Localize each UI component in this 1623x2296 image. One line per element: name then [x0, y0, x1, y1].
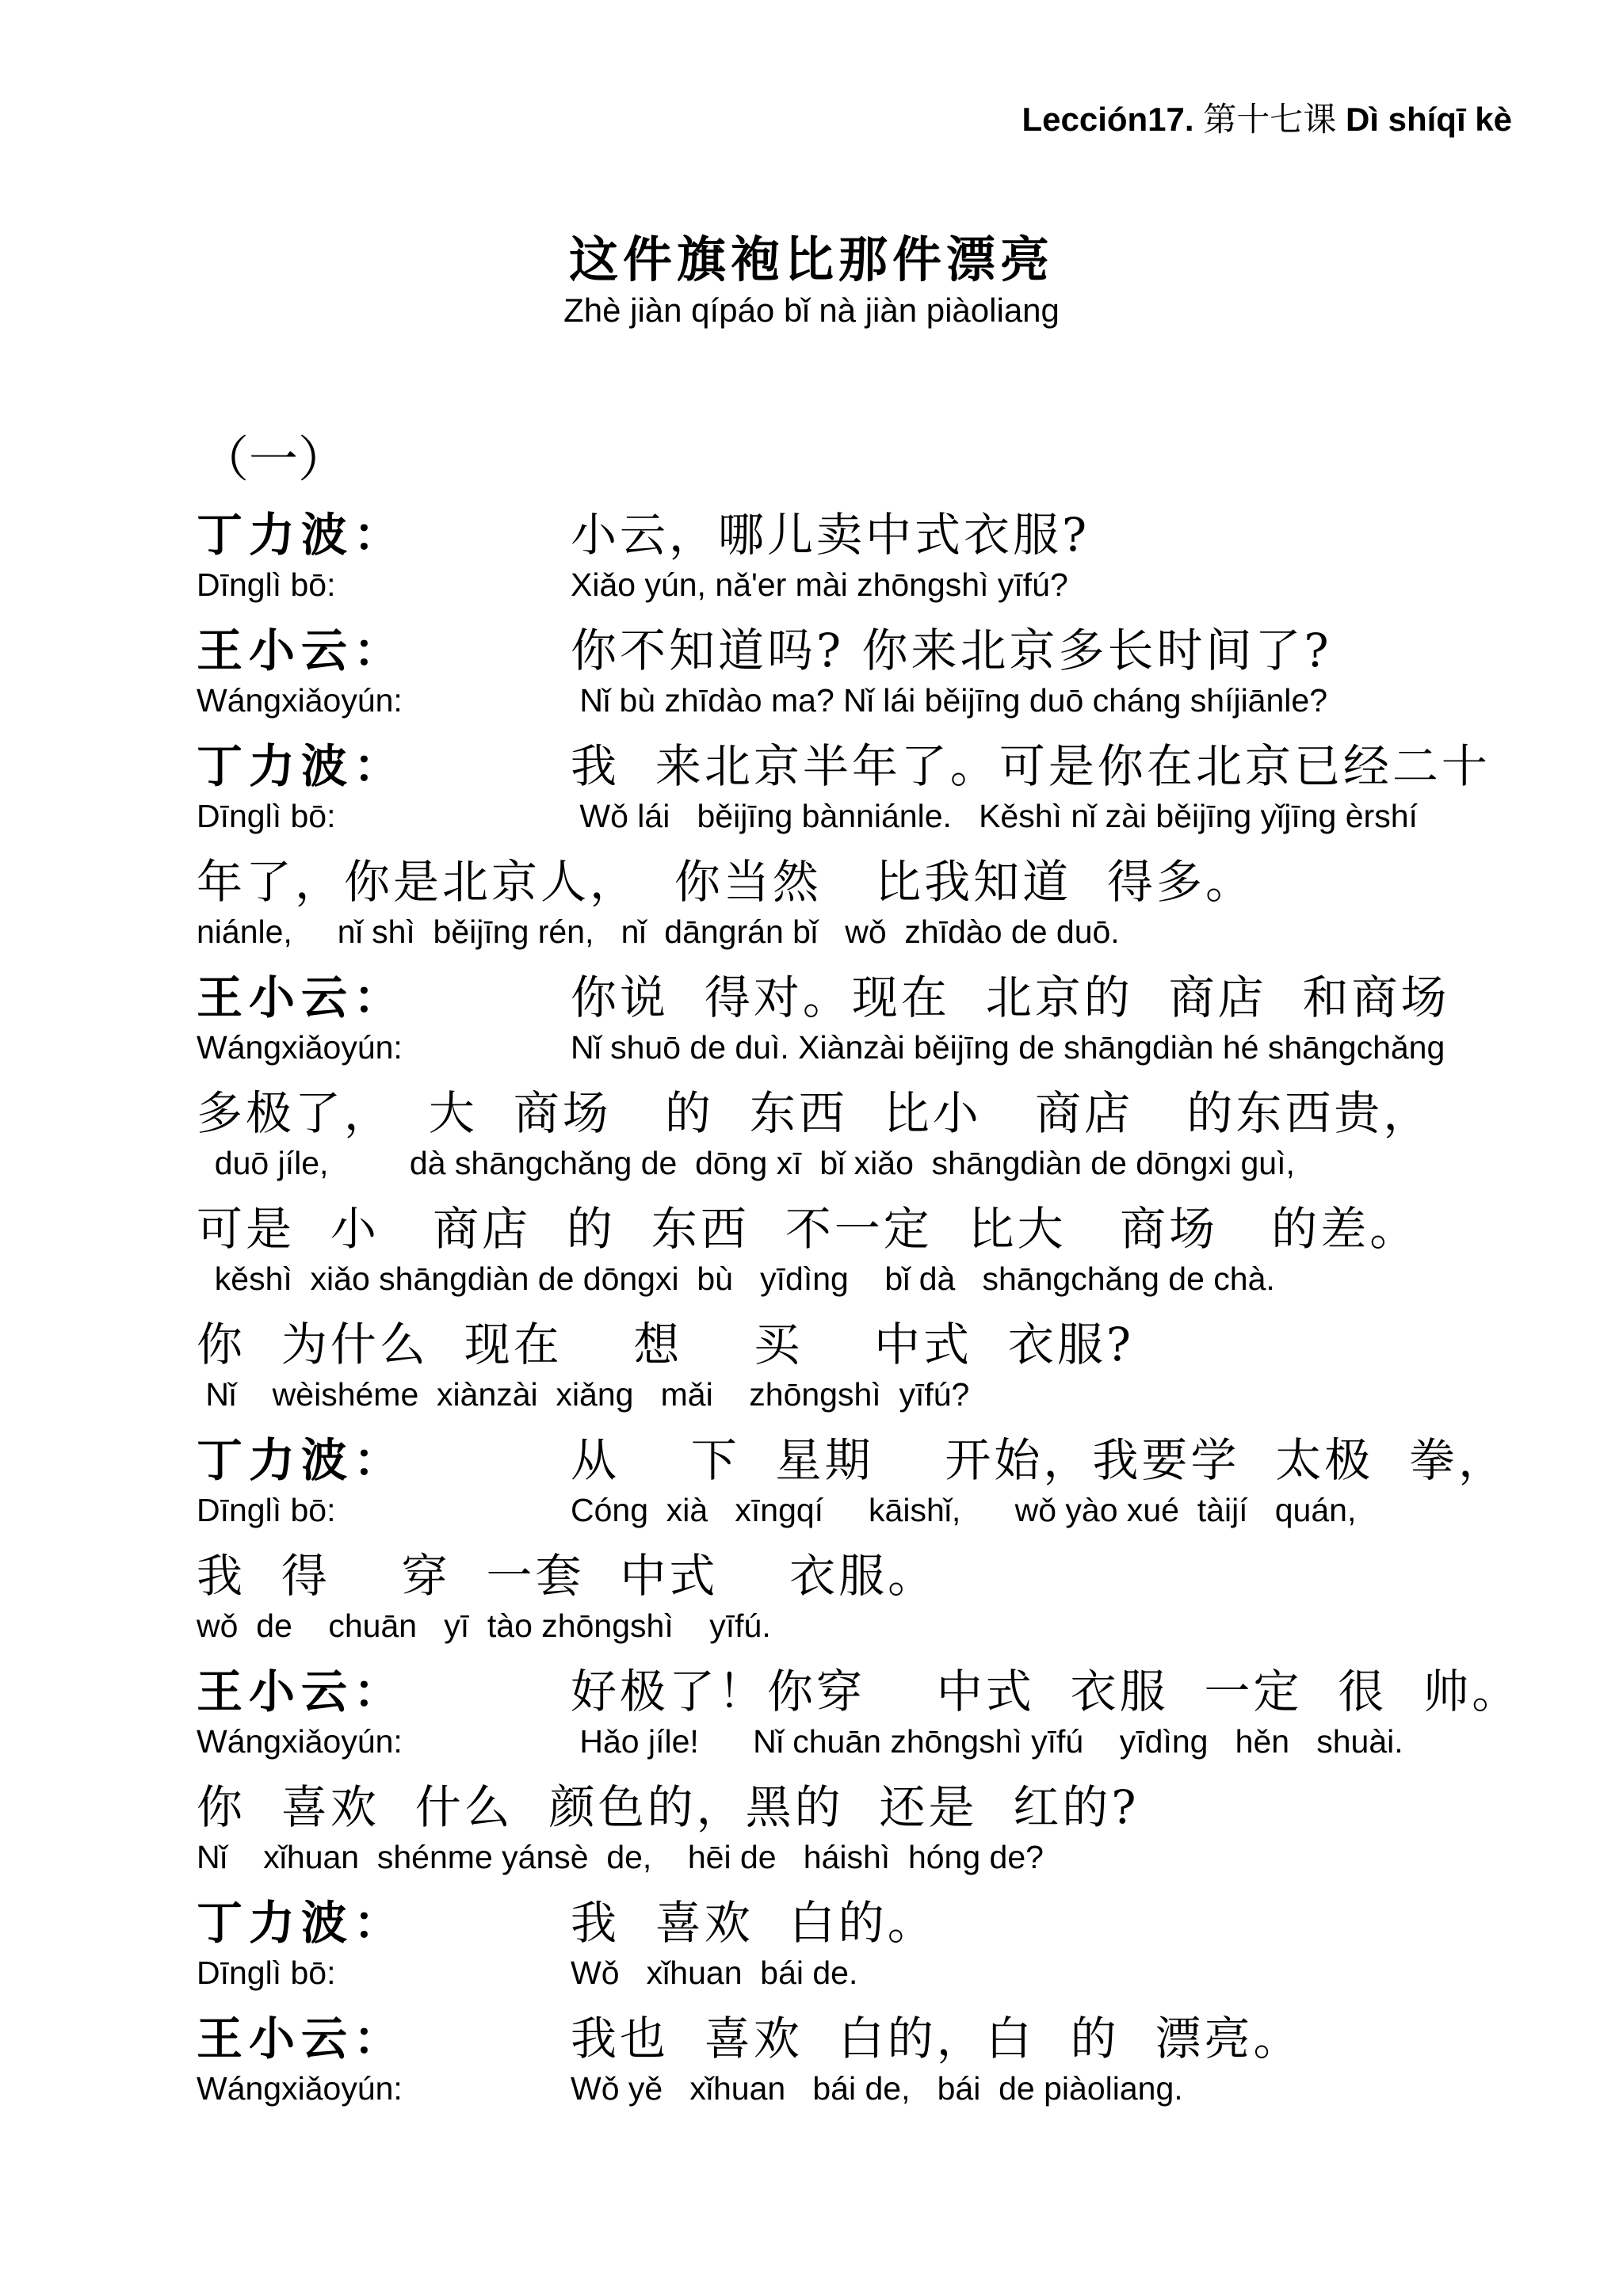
lesson-number-pinyin: Dì shíqī kè	[1345, 101, 1512, 138]
dialogue-text-pinyin: duō jíle, dà shāngchǎng de dōng xī bǐ xiǎo shāngdiàn de dōngxi guì,	[197, 1145, 1295, 1181]
dialogue-text: 我 得 穿 一套 中式 衣服。	[197, 1549, 938, 1603]
lesson-header	[1022, 93, 1512, 141]
dialogue-text-pinyin: Cóng xià xīngqí kāishǐ, wǒ yào xué tàijí quán,	[571, 1492, 1357, 1528]
dialogue-text-pinyin: Hǎo jíle! Nǐ chuān zhōngshì yīfú yīdìng hěn shuài.	[571, 1723, 1403, 1760]
dialogue-text: 你说 得对。现在 北京的 商店 和商场	[571, 971, 1450, 1024]
speaker-name-pinyin: Dīnglì bō:	[197, 566, 336, 603]
dialogue-text-pinyin: Wǒ lái běijīng bànniánle. Kěshì nǐ zài běijīng yǐjīng èrshí	[571, 798, 1418, 834]
dialogue-text-pinyin: Wǒ xǐhuan bái de.	[571, 1955, 858, 1991]
dialogue-chinese-line	[197, 613, 1607, 680]
dialogue-pinyin-line	[197, 1029, 1607, 1066]
dialogue-chinese-line	[197, 1076, 1607, 1142]
dialogue-text: 小云，哪儿卖中式衣服?	[571, 508, 1090, 562]
dialogue-pinyin-line	[197, 566, 1607, 604]
dialogue-pinyin-line	[197, 1261, 1607, 1298]
dialogue-text-pinyin: Nǐ xǐhuan shénme yánsè de, hēi de háishì hóng de?	[197, 1839, 1044, 1875]
dialogue-chinese-line	[197, 845, 1607, 911]
speaker-name-pinyin: Dīnglì bō:	[197, 798, 336, 834]
dialogue-pinyin-line	[197, 1839, 1607, 1876]
dialogue-text: 我 来北京半年了。可是你在北京已经二十	[571, 739, 1491, 793]
dialogue-text: 可是 小 商店 的 东西 不一定 比大 商场 的差。	[197, 1202, 1419, 1256]
dialogue-pinyin-line	[197, 2070, 1607, 2107]
dialogue-chinese-line	[197, 1307, 1607, 1374]
dialogue-pinyin-line	[197, 1145, 1607, 1182]
speaker-name-pinyin: Dīnglì bō:	[197, 1492, 336, 1528]
dialogue-pinyin-line	[197, 1492, 1607, 1529]
speaker-name: 丁力波：	[197, 508, 407, 562]
dialogue-text: 你不知道吗? 你来北京多长时间了?	[571, 624, 1332, 677]
dialogue-pinyin-line	[197, 913, 1607, 951]
dialogue-chinese-line	[197, 1423, 1607, 1489]
dialogue-text-pinyin: wǒ de chuān yī tào zhōngshì yīfú.	[197, 1608, 771, 1644]
speaker-name: 丁力波：	[197, 739, 407, 793]
dialogue-text: 我也 喜欢 白的，白 的 漂亮。	[571, 2012, 1303, 2065]
dialogue-pinyin-line	[197, 1955, 1607, 1992]
dialogue-text-pinyin: Nǐ wèishéme xiànzài xiǎng mǎi zhōngshì yīfú?	[197, 1376, 970, 1413]
dialogue-chinese-line	[197, 1539, 1607, 1605]
dialogue-chinese-line	[197, 1886, 1607, 1952]
dialogue-text: 你 喜欢 什么 颜色的，黑的 还是 红的?	[197, 1780, 1140, 1834]
dialogue-text-pinyin: Wǒ yě xǐhuan bái de, bái de piàoliang.	[571, 2070, 1183, 2107]
dialogue-text: 多极了， 大 商场 的 东西 比小 商店 的东西贵，	[197, 1086, 1433, 1140]
dialogue-text-pinyin: Nǐ bù zhīdào ma? Nǐ lái běijīng duō cháng shíjiānle?	[571, 682, 1327, 719]
dialogue-chinese-line	[197, 1770, 1607, 1836]
dialogue-chinese-line	[197, 1654, 1607, 1721]
speaker-name: 丁力波：	[197, 1433, 407, 1487]
speaker-name-pinyin: Wángxiǎoyún:	[197, 2070, 403, 2107]
speaker-name-pinyin: Dīnglì bō:	[197, 1955, 336, 1991]
lesson-title: 这件旗袍比那件漂亮	[568, 231, 1054, 288]
dialogue-chinese-line	[197, 729, 1607, 795]
section-label: （一）	[200, 430, 348, 488]
dialogue-pinyin-line	[197, 682, 1607, 719]
lesson-number-chinese: 第十七课	[1203, 100, 1337, 139]
dialogue-chinese-line	[197, 1192, 1607, 1258]
dialogue-text-pinyin: Xiǎo yún, nǎ'er mài zhōngshì yīfú?	[571, 566, 1068, 603]
speaker-name: 王小云：	[197, 624, 407, 677]
dialogue-pinyin-line	[197, 798, 1607, 835]
speaker-name: 丁力波：	[197, 1896, 407, 1950]
dialogue-pinyin-line	[197, 1608, 1607, 1645]
speaker-name-pinyin: Wángxiǎoyún:	[197, 1029, 403, 1066]
dialogue-text-pinyin: niánle, nǐ shì běijīng rén, nǐ dāngrán bǐ wǒ zhīdào de duō.	[197, 913, 1120, 950]
speaker-name-pinyin: Wángxiǎoyún:	[197, 682, 403, 719]
dialogue-text: 好极了！你穿 中式 衣服 一定 很 帅。	[571, 1665, 1522, 1718]
dialogue-text: 你 为什么 现在 想 买 中式 衣服?	[197, 1318, 1134, 1371]
dialogue-chinese-line	[197, 498, 1607, 564]
dialogue-text: 我 喜欢 白的。	[571, 1896, 937, 1950]
dialogue-text-pinyin: Nǐ shuō de duì. Xiànzài běijīng de shāngdiàn hé shāngchǎng	[571, 1029, 1445, 1066]
dialogue-pinyin-line	[197, 1723, 1607, 1760]
dialogue-pinyin-line	[197, 1376, 1607, 1413]
dialogue-text-pinyin: kěshì xiǎo shāngdiàn de dōngxi bù yīdìng bǐ dà shāngchǎng de chà.	[197, 1261, 1275, 1297]
dialogue-chinese-line	[197, 960, 1607, 1027]
dialogue-text: 年了，你是北京人， 你当然 比我知道 得多。	[197, 855, 1255, 909]
speaker-name: 王小云：	[197, 971, 407, 1024]
lesson-number: Lección17.	[1022, 101, 1194, 138]
dialogue-text: 从 下 星期 开始，我要学 太极 拳，	[571, 1433, 1508, 1487]
dialogue-chinese-line	[197, 2001, 1607, 2068]
speaker-name: 王小云：	[197, 2012, 407, 2065]
speaker-name-pinyin: Wángxiǎoyún:	[197, 1723, 403, 1760]
lesson-title-pinyin: Zhè jiàn qípáo bǐ nà jiàn piàoliang	[563, 292, 1060, 329]
speaker-name: 王小云：	[197, 1665, 407, 1718]
